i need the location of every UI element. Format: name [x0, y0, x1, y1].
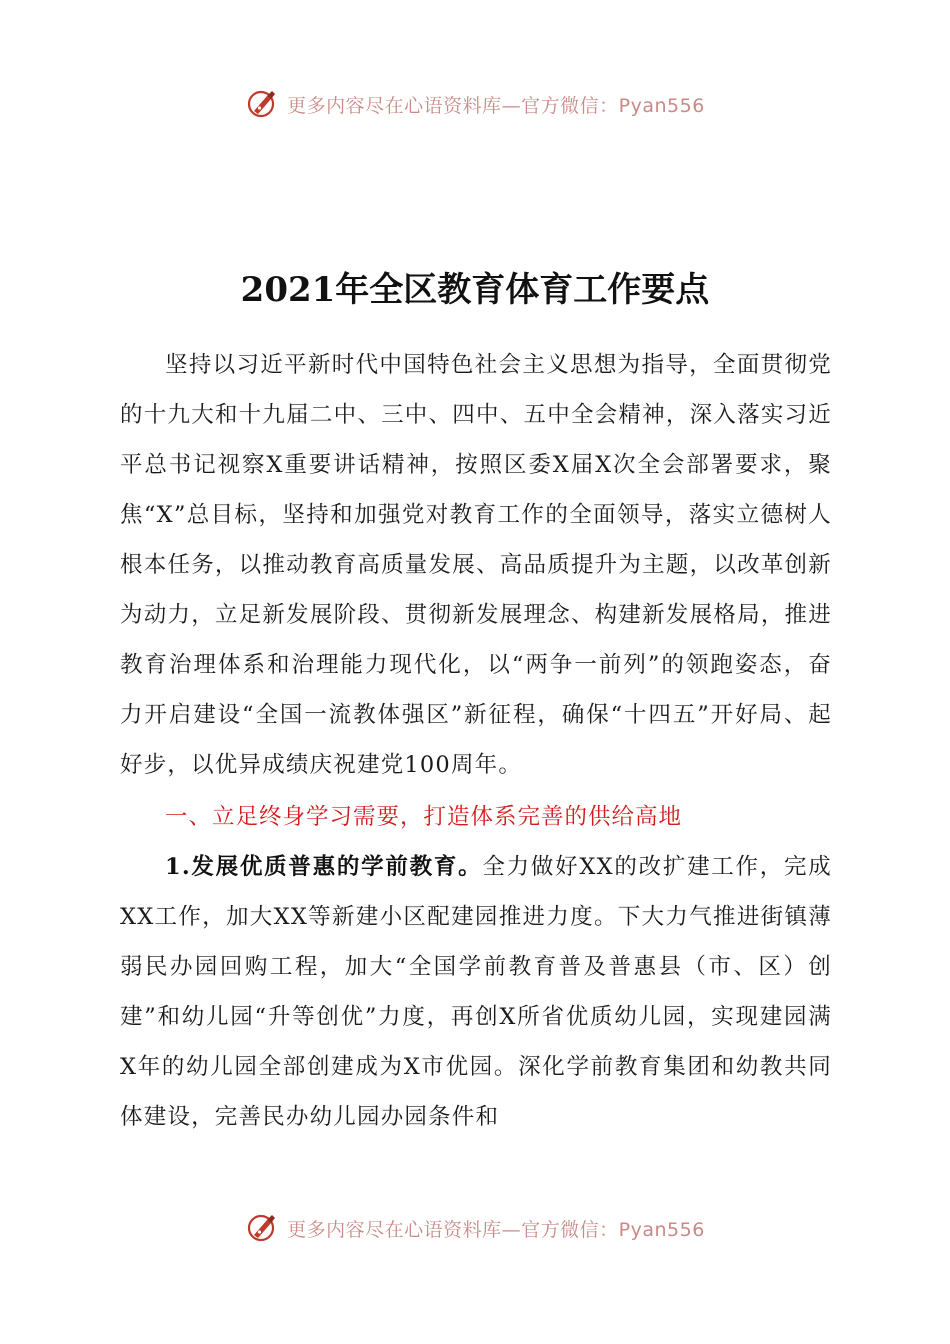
- pen-nib-logo-icon: [245, 1211, 279, 1245]
- intro-paragraph: 坚持以习近平新时代中国特色社会主义思想为指导，全面贯彻党的十九大和十九届二中、三中、四中、五中全会精神，深入落实习近平总书记视察X重要讲话精神，按照区委X届X次全会部署要求，聚焦“X”总目标，坚持和加强党对教育工作的全面领导，落实立德树人根本任务，以推动教育高质量发展、高品质提升为主题，以改革创新为动力，立足新发展阶段、贯彻新发展理念、构建新发展格局，推进教育治理体系和治理能力现代化，以“两争一前列”的领跑姿态，奋力开启建设“全国一流教体强区”新征程，确保“十四五”开好局、起好步，以优异成绩庆祝建党100周年。: [120, 352, 832, 778]
- watermark-header: [0, 84, 950, 124]
- item-body-1: 全力做好XX的改扩建工作，完成XX工作，加大XX等新建小区配建园推进力度。下大力气推进街镇薄弱民办园回购工程，加大“全国学前教育普及普惠县（市、区）创建”和幼儿园“升等创优”力度，再创X所省优质幼儿园，实现建园满X年的幼儿园全部创建成为X市优园。深化学前教育集团和幼教共同体建设，完善民办幼儿园办园条件和: [120, 854, 832, 1130]
- document-body: [120, 340, 832, 1142]
- document-title: 2021年全区教育体育工作要点: [240, 270, 710, 310]
- item-title-1: 1.发展优质普惠的学前教育。: [165, 854, 483, 880]
- watermark-text: 更多内容尽在心语资料库—官方微信：Pyan556: [287, 94, 705, 117]
- pen-nib-logo-icon: [245, 87, 279, 121]
- watermark-footer: [0, 1208, 950, 1248]
- section-heading-1: 一、立足终身学习需要，打造体系完善的供给高地: [165, 804, 683, 830]
- watermark-text: 更多内容尽在心语资料库—官方微信：Pyan556: [287, 1218, 705, 1241]
- item-paragraph-1: [120, 842, 832, 1142]
